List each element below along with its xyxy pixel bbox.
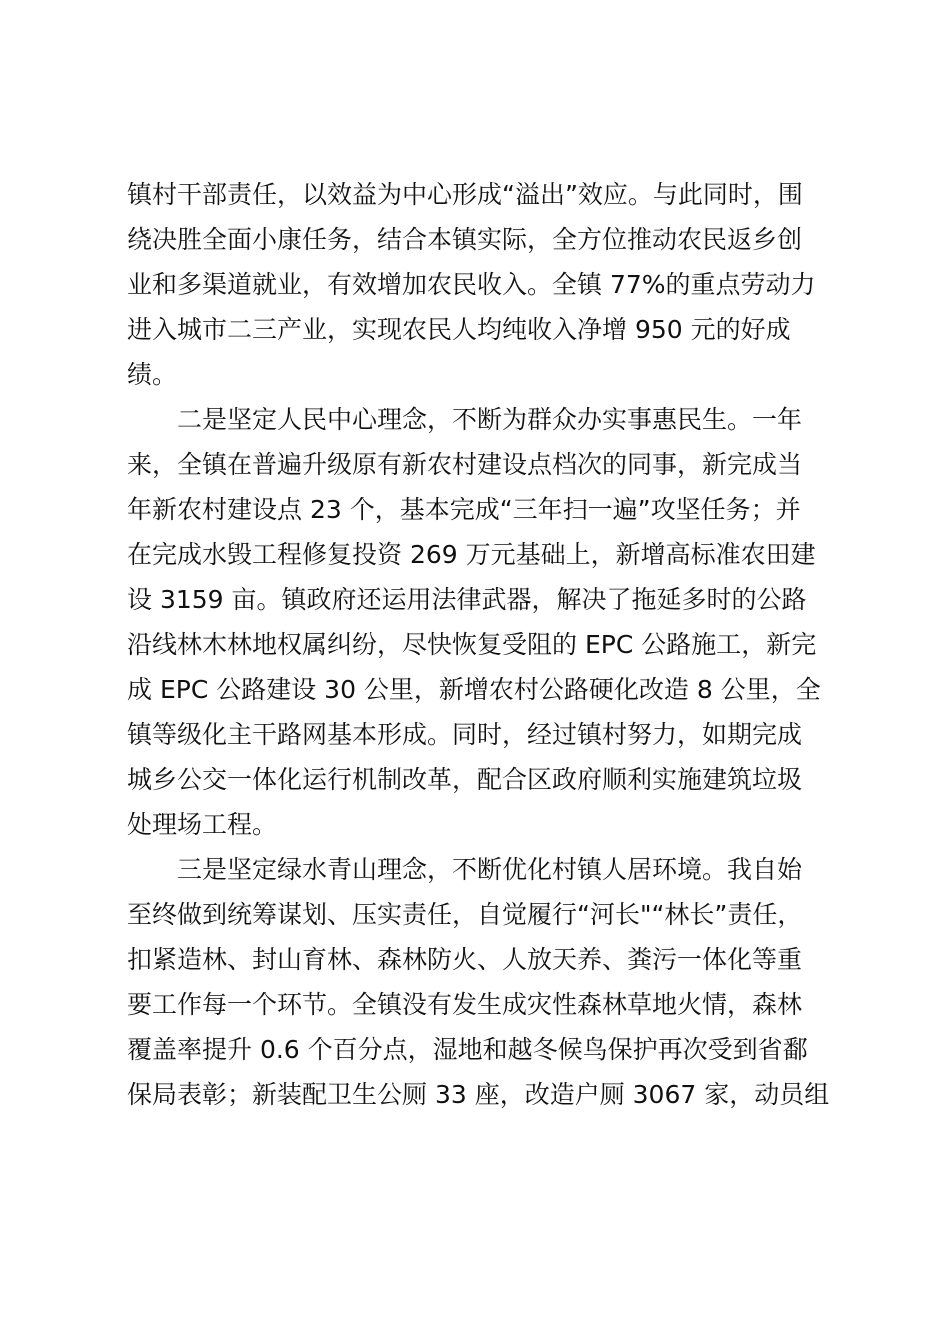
- text-line-4: 进入城市二三产业，实现农民人均纯收入净增 950 元的好成: [127, 315, 791, 344]
- text-line-9: 在完成水毁工程修复投资 269 万元基础上，新增高标准农田建: [127, 540, 816, 569]
- text-line-21: 保局表彰；新装配卫生公厕 33 座，改造户厕 3067 家，动员组: [127, 1080, 830, 1109]
- body-text: [127, 172, 832, 1117]
- text-line-17: 至终做到统筹谋划、压实责任，自觉履行“河长"“林长”责任，: [127, 900, 803, 929]
- text-line-10: 设 3159 亩。镇政府还运用法律武器，解决了拖延多时的公路: [127, 585, 807, 614]
- text-line-7: 来，全镇在普遍升级原有新农村建设点档次的同事，新完成当: [127, 450, 803, 479]
- text-line-18: 扣紧造林、封山育林、森林防火、人放天养、粪污一体化等重: [127, 945, 803, 974]
- text-line-14: 城乡公交一体化运行机制改革，配合区政府顺利实施建筑垃圾: [127, 765, 803, 794]
- text-line-5: 绩。: [127, 360, 178, 389]
- text-line-13: 镇等级化主干路网基本形成。同时，经过镇村努力，如期完成: [127, 720, 803, 749]
- text-line-12: 成 EPC 公路建设 30 公里，新增农村公路硬化改造 8 公里，全: [127, 675, 821, 704]
- text-line-1: 镇村干部责任，以效益为中心形成“溢出”效应。与此同时，围: [127, 180, 803, 209]
- text-line-2: 绕决胜全面小康任务，结合本镇实际，全方位推动农民返乡创: [127, 225, 803, 254]
- text-line-8: 年新农村建设点 23 个，基本完成“三年扫一遍”攻坚任务；并: [127, 495, 801, 524]
- text-line-3: 业和多渠道就业，有效增加农民收入。全镇 77%的重点劳动力: [127, 270, 816, 299]
- text-line-19: 要工作每一个环节。全镇没有发生成灾性森林草地火情，森林: [127, 990, 803, 1019]
- paragraph-3-start: 三是坚定绿水青山理念，不断优化村镇人居环境。我自始: [177, 855, 803, 884]
- text-line-11: 沿线林木林地权属纠纷，尽快恢复受阻的 EPC 公路施工，新完: [127, 630, 817, 659]
- text-line-15: 处理场工程。: [127, 810, 278, 839]
- paragraph-2-start: 二是坚定人民中心理念，不断为群众办实事惠民生。一年: [177, 405, 803, 434]
- text-line-20: 覆盖率提升 0.6 个百分点，湿地和越冬候鸟保护再次受到省鄱: [127, 1035, 808, 1064]
